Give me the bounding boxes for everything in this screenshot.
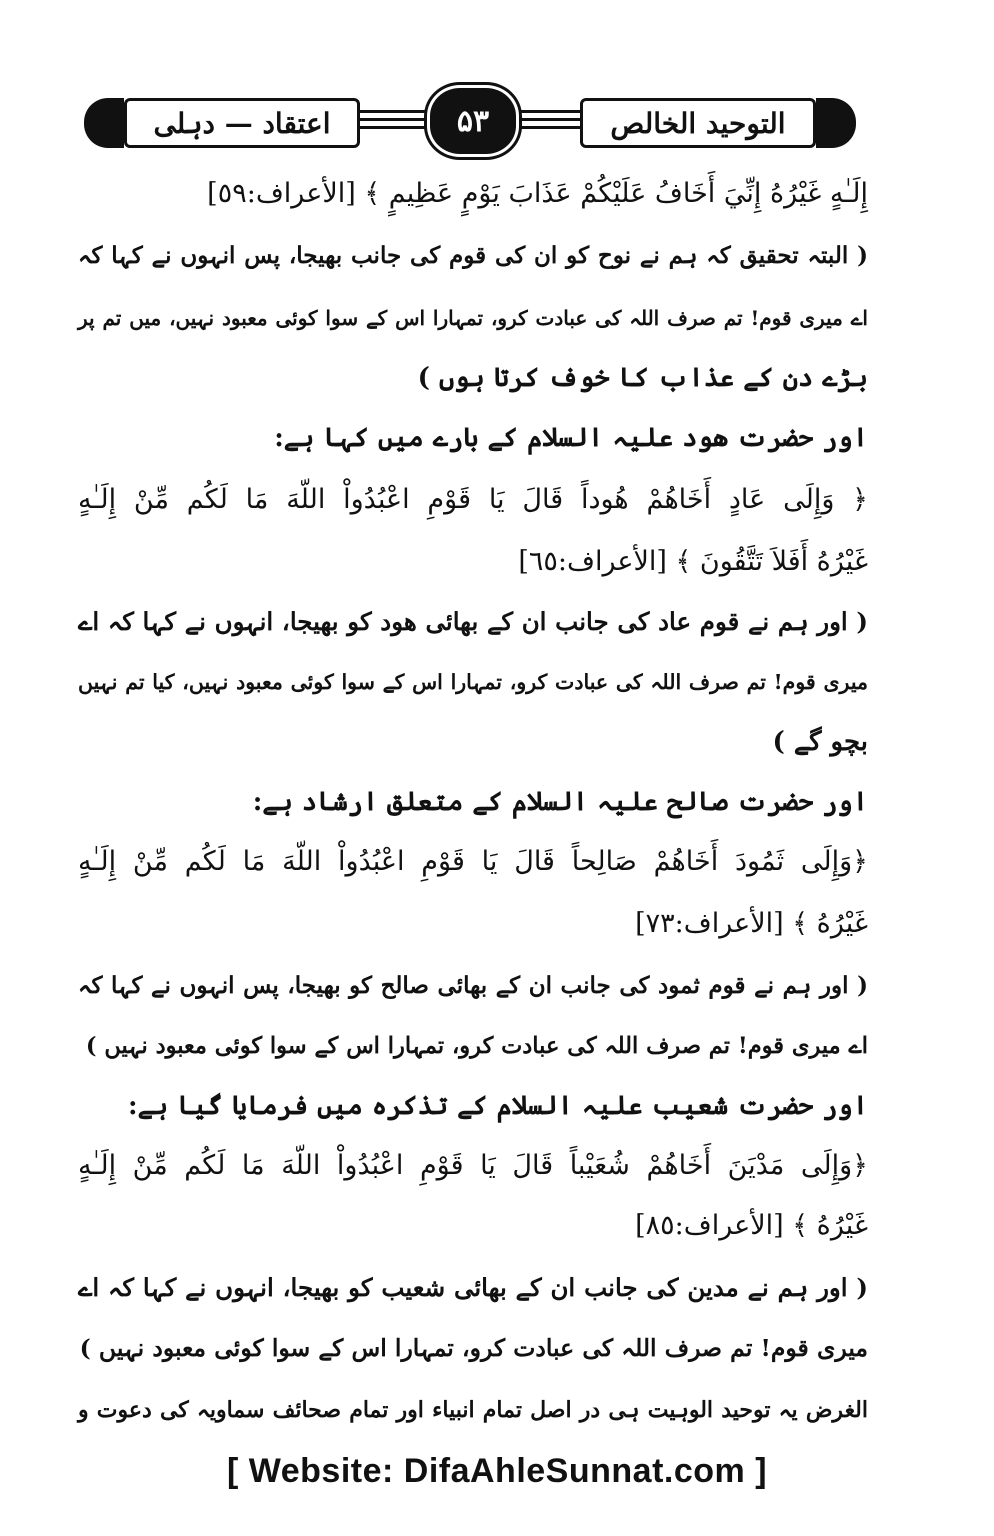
quran-verse-line: غَيْرُهُ ﴾ [الأعراف:٧٣]: [635, 908, 868, 939]
publisher-label: اعتقاد — دہلی: [124, 98, 360, 148]
translation-line: ( اور ہم نے قوم ثمود کی جانب ان کے بھائی صالح کو بھیجا، پس انہوں نے کہا کہ: [78, 972, 868, 999]
translation-line: بڑے دن کے عذاب کا خوف کرتا ہوں ): [417, 363, 868, 393]
body-text-line: اور حضرت ھود علیہ السلام کے بارے میں کہا ہے:: [274, 423, 868, 453]
translation-line: ( اور ہم نے قوم عاد کی جانب ان کے بھائی ھود کو بھیجا، انہوں نے کہا کہ اے: [78, 607, 868, 636]
quran-verse-line: غَيْرُهُ ﴾ [الأعراف:٨٥]: [635, 1210, 868, 1241]
body-text-line: اور حضرت شعیب علیہ السلام کے تذکرہ میں فرمایا گیا ہے:: [128, 1091, 868, 1121]
quran-verse-line: غَيْرُهُ أَفَلاَ تَتَّقُونَ ﴾ [الأعراف:٦٥]: [518, 546, 868, 577]
book-title: التوحید الخالص: [580, 98, 816, 148]
body-text-line: اور حضرت صالح علیہ السلام کے متعلق ارشاد ہے:: [252, 787, 868, 817]
translation-line: ( اور ہم نے مدین کی جانب ان کے بھائی شعیب کو بھیجا، انہوں نے کہا کہ اے: [78, 1273, 868, 1302]
website-footer: [ Website: DifaAhleSunnat.com ]: [226, 1452, 768, 1490]
translation-line: میری قوم! تم صرف اللہ کی عبادت کرو، تمہارا اس کے سوا کوئی معبود نہیں ): [79, 1334, 868, 1362]
translation-line: میری قوم! تم صرف اللہ کی عبادت کرو، تمہارا اس کے سوا کوئی معبود نہیں، کیا تم نہیں: [78, 670, 868, 694]
translation-line: اے میری قوم! تم صرف اللہ کی عبادت کرو، تمہارا اس کے سوا کوئی معبود نہیں، میں تم پر: [78, 306, 868, 330]
translation-line: بچو گے ): [772, 727, 868, 757]
body-text-line: الغرض یہ توحید الوہیت ہی در اصل تمام انبیاء اور تمام صحائف سماویہ کی دعوت و: [78, 1397, 868, 1423]
header-cap-right: [816, 98, 856, 148]
translation-line: اے میری قوم! تم صرف اللہ کی عبادت کرو، تمہارا اس کے سوا کوئی معبود نہیں ): [85, 1033, 868, 1059]
header-cap-left: [84, 98, 124, 148]
page-number: ۵۳: [430, 88, 516, 154]
quran-verse-line: ﴿وَإِلَى ثَمُودَ أَخَاهُمْ صَالِحاً قَالَ يَا قَوْمِ اعْبُدُواْ اللّهَ مَا لَكُم مِّنْ إِلَـٰهٍ: [78, 846, 868, 877]
translation-line: ( البتہ تحقیق کہ ہم نے نوح کو ان کی قوم کی جانب بھیجا، پس انہوں نے کہا کہ: [78, 242, 868, 269]
quran-verse-line: ﴿وَإِلَى مَدْيَنَ أَخَاهُمْ شُعَيْباً قَالَ يَا قَوْمِ اعْبُدُواْ اللّهَ مَا لَكُم مِّنْ إِلَـٰهٍ: [78, 1150, 868, 1181]
quran-verse-line: ﴿ وَإِلَى عَادٍ أَخَاهُمْ هُوداً قَالَ يَا قَوْمِ اعْبُدُواْ اللّهَ مَا لَكُم مِّنْ إِلَـٰهٍ: [78, 484, 868, 515]
quran-verse-line: إِلَـٰهٍ غَيْرُهُ إِنِّيَ أَخَافُ عَلَيْكُمْ عَذَابَ يَوْمٍ عَظِيمٍ ﴾ [الأعراف:٥٩]: [207, 178, 868, 209]
page-header: [78, 88, 862, 156]
